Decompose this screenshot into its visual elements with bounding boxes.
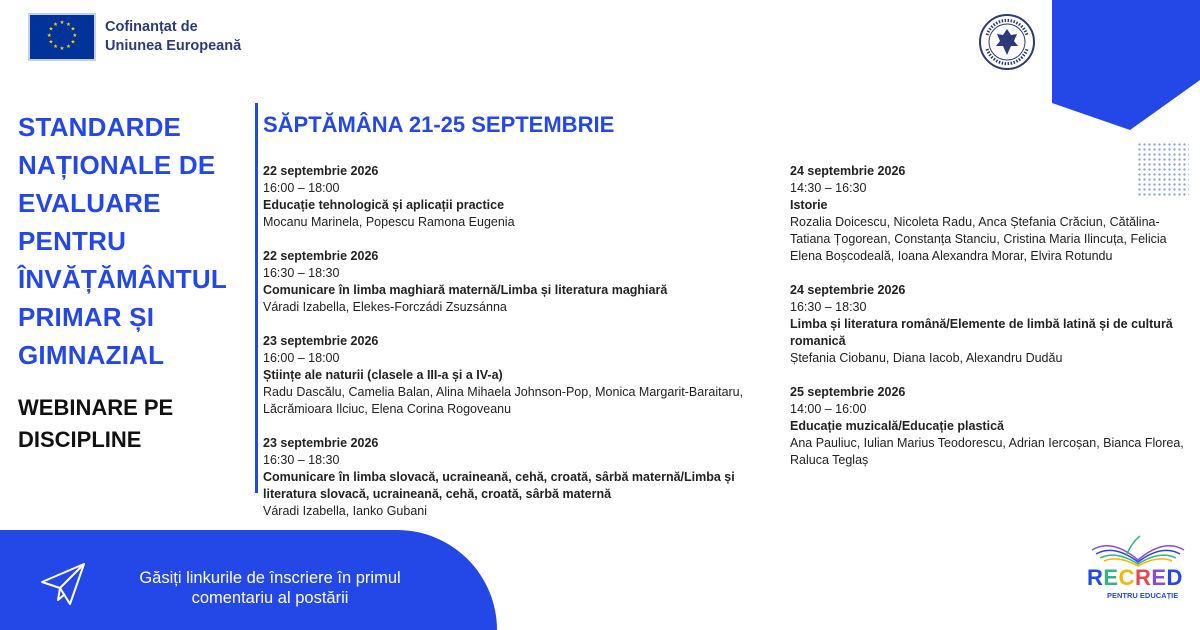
svg-text:★: ★	[70, 26, 76, 33]
svg-text:★: ★	[48, 39, 54, 46]
event-item	[790, 282, 1185, 367]
paper-plane-icon	[40, 562, 86, 606]
schedule-column-right	[790, 163, 1185, 486]
week-heading: SĂPTĂMÂNA 21-25 SEPTEMBRIE	[263, 112, 615, 137]
government-seal-icon	[978, 13, 1036, 71]
recred-letter: R	[1087, 565, 1104, 590]
page-subtitle: WEBINARE PE DISCIPLINE	[18, 395, 174, 452]
schedule-column-left	[263, 163, 773, 537]
event-time: 16:00 – 18:00	[263, 351, 340, 365]
event-people: Ana Pauliuc, Iulian Marius Teodorescu, Adrian Iercoșan, Bianca Florea, Raluca Teglaș	[790, 436, 1184, 467]
svg-text:★: ★	[70, 39, 76, 46]
eu-cofinancing-logo	[28, 13, 241, 61]
eu-logo-line1: Cofinanțat de	[105, 19, 198, 35]
event-date: 22 septembrie 2026	[263, 249, 379, 263]
event-subject: Educație tehnologică și aplicații practice	[263, 198, 505, 212]
event-time: 16:30 – 18:30	[790, 300, 867, 314]
svg-text:★: ★	[59, 20, 65, 27]
event-date: 25 septembrie 2026	[790, 385, 906, 399]
event-item	[790, 384, 1185, 469]
svg-text:★: ★	[46, 33, 52, 39]
event-time: 16:30 – 18:30	[263, 266, 340, 280]
event-subject: Științe ale naturii (clasele a III-a și a IV-a)	[263, 368, 503, 382]
recred-letter: C	[1118, 565, 1135, 590]
svg-text:★: ★	[65, 44, 71, 50]
eu-logo-line2: Uniunea Europeană	[105, 38, 242, 54]
event-date: 23 septembrie 2026	[263, 334, 379, 348]
corner-decoration	[1052, 0, 1200, 130]
recred-tagline: PENTRU EDUCAȚIE	[1107, 591, 1179, 600]
event-subject: Limba și literatura română/Elemente de limbă latină și de cultură romanică	[790, 317, 1173, 348]
svg-text:★: ★	[53, 44, 59, 50]
recred-letter: R	[1134, 565, 1152, 590]
recred-letter: E	[1151, 565, 1167, 590]
eu-logo-text	[105, 18, 241, 56]
eu-flag-icon	[28, 13, 96, 61]
svg-text:★: ★	[53, 22, 59, 28]
event-people: Mocanu Marinela, Popescu Ramona Eugenia	[263, 215, 515, 229]
svg-text:★: ★	[65, 22, 71, 28]
event-date: 23 septembrie 2026	[263, 436, 379, 450]
event-time: 14:30 – 16:30	[790, 181, 867, 195]
event-date: 24 septembrie 2026	[790, 283, 906, 297]
event-people: Rozalia Doicescu, Nicoleta Radu, Anca Ștefania Crăciun, Cătălina-Tatiana Țogorean, Constanța Stanciu, Cristina Maria Ilincuța, Felicia Elena Boșcodeală, Ioana Alexandra Morar, Elvira Rotundu	[790, 215, 1167, 263]
event-item	[263, 163, 773, 231]
event-people: Radu Dascălu, Camelia Balan, Alina Mihaela Johnson-Pop, Monica Margarit-Baraitaru, Lăcrămioara Ilciuc, Elena Corina Rogoveanu	[263, 385, 744, 416]
recred-wordmark	[1087, 565, 1183, 591]
event-people: Váradi Izabella, Elekes-Forczádi Zsuzsánna	[263, 300, 507, 314]
event-item	[263, 435, 773, 520]
event-date: 22 septembrie 2026	[263, 164, 379, 178]
svg-text:★: ★	[59, 45, 65, 52]
registration-note: Găsiți linkurile de înscriere în primul comentariu al postării	[139, 569, 401, 607]
event-time: 16:30 – 18:30	[263, 453, 340, 467]
event-item	[790, 163, 1185, 265]
event-subject: Comunicare în limba slovacă, ucraineană, cehă, croată, sârbă maternă/Limba și literatura slovacă, ucraineană, cehă, croată, sârbă maternă	[263, 470, 735, 501]
recred-letter: E	[1103, 565, 1119, 590]
page-title: STANDARDE NAȚIONALE DE EVALUARE PENTRU ÎNVĂȚĂMÂNTUL PRIMAR ȘI GIMNAZIAL	[18, 112, 227, 370]
event-time: 14:00 – 16:00	[790, 402, 867, 416]
event-date: 24 septembrie 2026	[790, 164, 906, 178]
event-people: Ștefania Ciobanu, Diana Iacob, Alexandru Dudău	[790, 351, 1063, 365]
event-subject: Comunicare în limba maghiară maternă/Limba și literatura maghiară	[263, 283, 668, 297]
event-item	[263, 333, 773, 418]
event-subject: Educație muzicală/Educație plastică	[790, 419, 1004, 433]
event-time: 16:00 – 18:00	[263, 181, 340, 195]
vertical-divider	[255, 103, 258, 493]
svg-text:★: ★	[72, 33, 78, 39]
event-subject: Istorie	[790, 198, 828, 212]
event-people: Váradi Izabella, Ianko Gubani	[263, 504, 427, 518]
recred-letter: D	[1166, 565, 1183, 590]
svg-text:★: ★	[48, 26, 54, 33]
event-item	[263, 248, 773, 316]
